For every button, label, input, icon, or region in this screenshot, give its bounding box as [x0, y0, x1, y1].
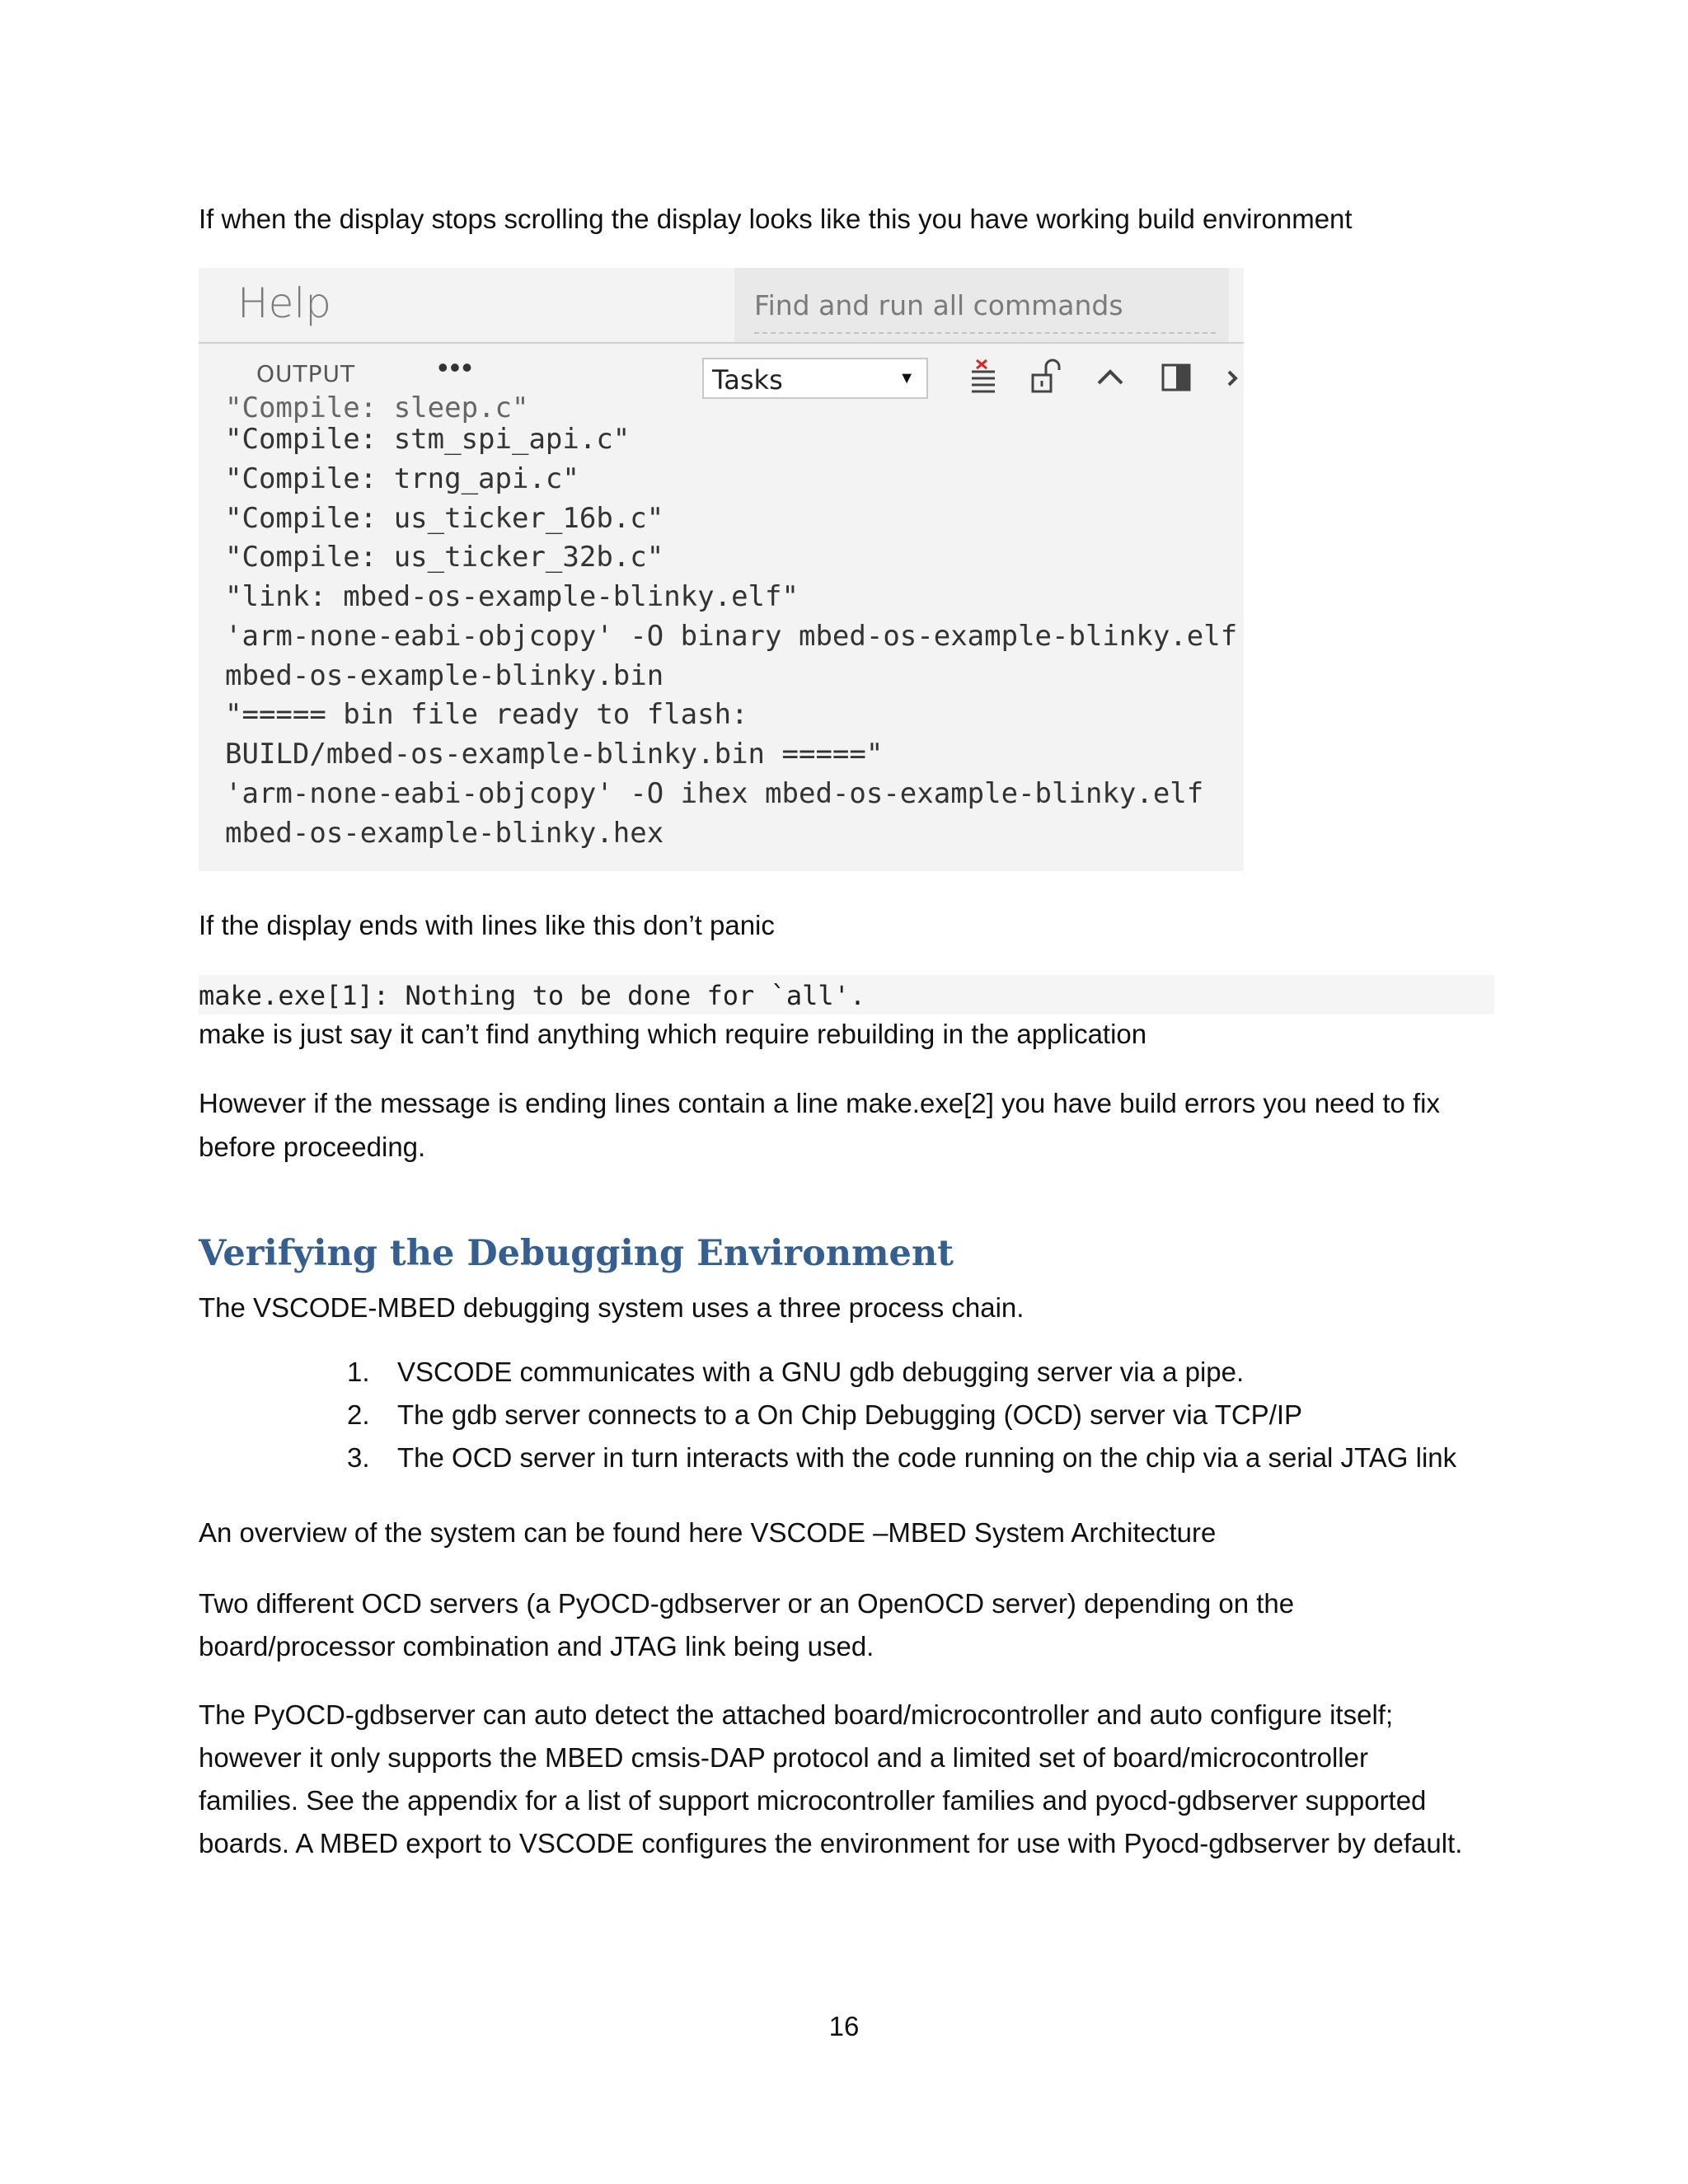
- output-line: "Compile: us_ticker_32b.c": [225, 541, 664, 574]
- toggle-panel-icon[interactable]: [1160, 359, 1193, 395]
- panic-paragraph: If the display ends with lines like this don’t panic: [199, 910, 775, 940]
- more-icon[interactable]: •••: [438, 350, 474, 384]
- pyocd-line-3: families. See the appendix for a list of support microcontroller families and pyocd-gdbserver supported: [199, 1785, 1427, 1816]
- list-item-number: 3.: [347, 1442, 370, 1473]
- output-line: "Compile: trng_api.c": [225, 462, 579, 495]
- output-line: mbed-os-example-blinky.bin: [225, 659, 664, 692]
- maximize-panel-icon[interactable]: [1094, 359, 1127, 395]
- pyocd-line-4: boards. A MBED export to VSCODE configures the environment for use with Pyocd-gdbserver by default.: [199, 1828, 1463, 1858]
- output-line: 'arm-none-eabi-objcopy' -O binary mbed-os-example-blinky.elf: [225, 620, 1238, 653]
- intro-paragraph: If when the display stops scrolling the display looks like this you have working build environment: [199, 204, 1353, 234]
- help-title: Help: [237, 279, 331, 327]
- errors-line-1: However if the message is ending lines contain a line make.exe[2] you have build errors you need to fix: [199, 1088, 1441, 1118]
- tab-output[interactable]: OUTPUT: [256, 360, 356, 387]
- output-channel-value: Tasks: [712, 364, 783, 396]
- lock-scroll-icon[interactable]: [1029, 359, 1062, 395]
- list-item: The OCD server in turn interacts with the code running on the chip via a serial JTAG link: [397, 1442, 1457, 1473]
- chain-intro: The VSCODE-MBED debugging system uses a three process chain.: [199, 1292, 1025, 1323]
- output-line: BUILD/mbed-os-example-blinky.bin =====": [225, 738, 884, 771]
- chevron-right-icon[interactable]: [1224, 359, 1244, 395]
- page-number: 16: [828, 2011, 860, 2041]
- clear-output-icon[interactable]: [967, 359, 1000, 395]
- make-note: make is just say it can’t find anything which require rebuilding in the application: [199, 1019, 1147, 1049]
- dropdown-arrow-icon: ▼: [898, 369, 915, 387]
- output-log: [199, 391, 1244, 871]
- output-line-partial: "Compile: sleep.c": [225, 391, 529, 424]
- output-channel-select[interactable]: [702, 358, 928, 399]
- command-palette[interactable]: [734, 268, 1229, 342]
- list-item: VSCODE communicates with a GNU gdb debugging server via a pipe.: [397, 1357, 1245, 1387]
- command-palette-next-item: [754, 332, 1216, 342]
- errors-line-2: before proceeding.: [199, 1132, 426, 1162]
- overview-paragraph: An overview of the system can be found here VSCODE –MBED System Architecture: [199, 1517, 1217, 1548]
- pyocd-line-2: however it only supports the MBED cmsis-DAP protocol and a limited set of board/microcontroller: [199, 1742, 1368, 1773]
- pyocd-line-1: The PyOCD-gdbserver can auto detect the attached board/microcontroller and auto configure itself;: [199, 1699, 1394, 1730]
- make-code-line: make.exe[1]: Nothing to be done for `all'.: [199, 980, 866, 1011]
- output-line: 'arm-none-eabi-objcopy' -O ihex mbed-os-example-blinky.elf: [225, 777, 1204, 810]
- list-item-number: 2.: [347, 1399, 370, 1430]
- output-line: "Compile: stm_spi_api.c": [225, 423, 631, 456]
- section-heading: Verifying the Debugging Environment: [199, 1233, 954, 1274]
- output-line: "link: mbed-os-example-blinky.elf": [225, 580, 799, 613]
- vscode-output-screenshot: [199, 268, 1244, 871]
- list-item-number: 1.: [347, 1357, 370, 1387]
- output-line: mbed-os-example-blinky.hex: [225, 817, 664, 850]
- make-code-block: [199, 975, 1494, 1015]
- ocd-line-2: board/processor combination and JTAG link being used.: [199, 1631, 874, 1661]
- output-line: "Compile: us_ticker_16b.c": [225, 502, 664, 535]
- help-header: [199, 268, 1244, 344]
- output-line: "===== bin file ready to flash:: [225, 698, 748, 731]
- list-item: The gdb server connects to a On Chip Debugging (OCD) server via TCP/IP: [397, 1399, 1303, 1430]
- command-palette-text: Find and run all commands: [754, 289, 1123, 321]
- ocd-line-1: Two different OCD servers (a PyOCD-gdbserver or an OpenOCD server) depending on the: [199, 1588, 1295, 1619]
